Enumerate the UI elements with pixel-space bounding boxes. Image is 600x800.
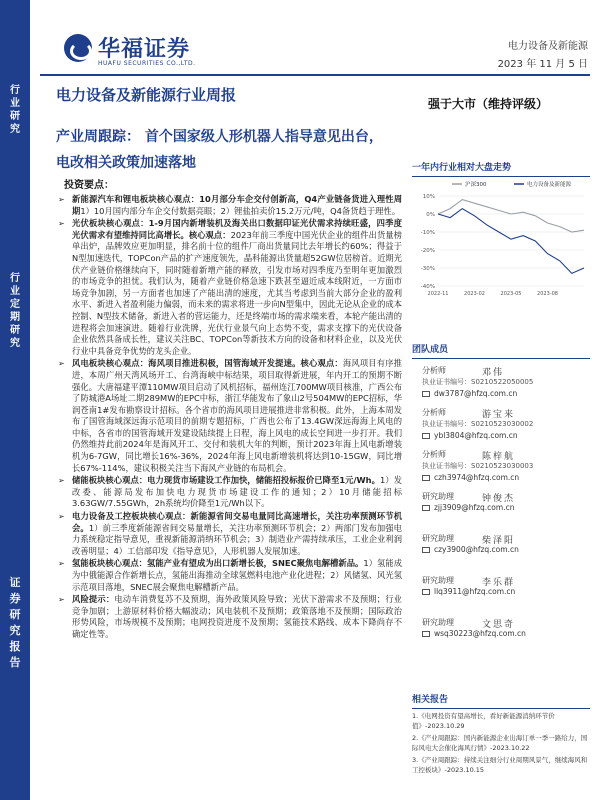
member-cert: 执业证书编号：S0210522050005 (422, 378, 534, 386)
rating: 强于大市（维持评级） (428, 97, 549, 111)
member-email[interactable] (422, 503, 514, 512)
member-email[interactable] (422, 389, 517, 398)
point-power-equipment (56, 511, 402, 557)
brand-logo (64, 30, 229, 74)
point-ev-battery (56, 194, 402, 217)
series-line-industry (438, 209, 584, 274)
x-tick-label: 2023-08 (537, 291, 558, 297)
mail-icon (422, 505, 430, 511)
member-cert: 执业证书编号：S0210523030002 (422, 420, 534, 428)
team-member (412, 533, 590, 575)
point-heading: 储能板块核心观点：电力现货市场建设工作加快，储能招投标报价已降至1元/Wh。 (72, 475, 381, 486)
member-name: 柴泽阳 (482, 536, 516, 546)
related-reports (412, 692, 590, 775)
team-member (412, 365, 590, 407)
related-report-item[interactable]: 3.《产业周跟踪：持续关注细分行业周期风景气，继续海风和工控板块》-2023.10.15 (412, 756, 588, 774)
x-tick-label: 2023-05 (500, 291, 522, 297)
related-title: 相关报告 (412, 692, 590, 709)
arrow-icon: ➢ (58, 595, 65, 605)
member-name: 李乐群 (482, 578, 516, 588)
team-member (412, 617, 590, 659)
y-tick-label: -10% (420, 230, 435, 236)
arrow-icon: ➢ (58, 359, 65, 369)
side-label-periodic-research: 行业定期研究 (10, 273, 20, 349)
y-tick-label: -20% (420, 248, 435, 254)
x-tick-label: 2023-02 (464, 291, 485, 297)
member-email-text: llq3911@hfzq.com.cn (434, 587, 516, 596)
point-heading: 风电板块核心观点：海风项目推进积极，国管海域开发提速。核心观点： (72, 358, 343, 369)
member-email[interactable] (422, 431, 518, 440)
chart-title: 一年内行业相对大盘走势 (412, 160, 590, 177)
arrow-icon: ➢ (58, 195, 65, 204)
y-tick-label: -40% (420, 284, 435, 290)
member-email-text: czy3900@hfzq.com.cn (434, 545, 519, 554)
related-report-item[interactable]: 1.《电网投资有望高增长，看好新能源消纳环节价值》-2023.10.29 (412, 712, 555, 730)
member-role: 分析师 (422, 366, 446, 375)
related-report-item[interactable]: 2.《产业周跟踪：国内新能源企业出海订单一季一路给力，国际风电大会催化海风行情》-2023.10.22 (412, 734, 588, 752)
point-heading: 风险提示： (72, 594, 115, 605)
point-text: 1）前三季度新能源省间交易量增长，关注功率预测环节机会；2）两部门发布加强电力系统稳定指导意见，重视新能源消纳环节机会；3）制造业产需持续承压，工业企业利润改善明显；4）工信部印发《指导意见》，人形机器人发展加速。 (72, 522, 402, 556)
member-role: 分析师 (422, 450, 446, 459)
y-tick-label: 10% (422, 194, 435, 200)
series-line-hs300 (438, 200, 584, 232)
risk-warning (56, 594, 402, 640)
legend-label: 沪深300 (465, 182, 487, 188)
point-heading: 电力设备及工控板块核心观点：新能源省间交易电量同比高速增长，关注功率预测环节机会。 (72, 511, 402, 533)
points-heading: 投资要点： (64, 180, 114, 191)
point-heading: 新能源汽车和锂电板块核心观点：10月部分车企交付创新高，Q4产业链备货进入理性周期 (72, 194, 402, 216)
point-heading: 光伏板块核心观点：1-9月国内新增装机及海关出口数据印证光伏需求持续旺盛，四季度光伏需求有望维持同比高增长。核心观点： (72, 218, 402, 240)
x-tick-label: 2022-11 (427, 291, 449, 297)
member-name: 钟俊杰 (482, 494, 516, 504)
member-email-text: ybl3804@hfzq.com.cn (434, 431, 518, 440)
member-email-text: wsq30223@hfzq.com.cn (434, 629, 526, 638)
header-date: 2023 年 11 月 5 日 (497, 59, 588, 70)
member-name: 文思奇 (482, 620, 516, 630)
member-email-text: dw3787@hfzq.com.cn (434, 389, 518, 398)
member-name: 游宝来 (482, 410, 516, 420)
member-role: 研究助理 (422, 618, 454, 627)
member-name: 邓伟 (482, 368, 505, 378)
headline: 产业周跟踪： 首个国家级人形机器人指导意见出台，电改相关政策加速落地 (56, 129, 383, 171)
point-pv (56, 218, 402, 357)
point-text: 电动车消费复苏不及预期，海外政策风险导致；光伏下游需求不及预期；行业竞争加剧；上游原材料价格大幅波动；风电装机不及预期；政策落地不及预期；国际政治形势风险，市场规模不及预期；电网投资进度不及预期；氢能技术路线、成本下降尚存不确定性等。 (72, 594, 402, 639)
team-member (412, 491, 590, 533)
member-email-text: czh3974@hfzq.com.cn (434, 473, 520, 482)
chart-svg (412, 178, 590, 304)
member-email[interactable] (422, 587, 515, 596)
legend-label: 电力设备及新能源 (527, 182, 572, 188)
member-cert: 执业证书编号：S0210523030003 (422, 462, 534, 470)
member-role: 研究助理 (422, 492, 454, 501)
point-text: 1）10月国内部分车企交付数据亮眼；2）锂盐拍卖价15.2万元/吨，Q4备货趋于理性。 (80, 205, 401, 216)
investment-points (56, 194, 402, 642)
member-role: 研究助理 (422, 576, 454, 585)
team-title: 团队成员 (412, 342, 590, 359)
team-member (412, 449, 590, 491)
member-email-text: zjj3909@hfzq.com.cn (434, 503, 515, 512)
report-title: 电力设备及新能源行业周报 (56, 86, 237, 104)
arrow-icon: ➢ (58, 559, 65, 569)
member-email[interactable] (422, 545, 519, 554)
team-member (412, 575, 590, 617)
mail-icon (422, 433, 430, 439)
mail-icon (422, 475, 430, 481)
team-list (412, 365, 590, 659)
point-text: 海风项目有序推进，本周广州天湾风场开工、台湾海峡中标结果，项目取得新进展，年内开工的预期不断强化。大唐福建平潭110MW项目启动了风机招标，福州连江700MW项目核准，广西公布了防城港A场址二期289MW的EPC中标，浙江华能发布了象山2号504MW的EPC招标，华润苍南1#发布勘察设计招标。各个省市的海风项目进展推进非常积极。此外，上海本周发布了国管海域深远海示范项目的前期专题招标，广西也公布了13.4GW深远海海上风电的中标，各省市的国管海域开发建设陆续提上日程，海上风电的成长空间进一步打开。我们仍然维持此前2024年是海风开工、交付和装机大年的判断，预计2023年海上风电新增装机为6-7GW，同比增长16%-36%，2024年海上风电新增装机将达到10-15GW，同比增长67%-114%，建议积极关注当下海风产业链的布局机会。 (72, 358, 402, 473)
member-email[interactable] (422, 473, 519, 482)
point-wind (56, 358, 402, 474)
brand-name-cn: 华福证券 (98, 36, 191, 62)
point-text: 2023年前三季度中国光伏企业的组件出货量榜单出炉，品牌效应更加明显，排名前十位的组件厂商出货量同比去年增长约60%；得益于N型加速迭代，TOPCon产品的扩产速度领先，晶科能源出货量超52GW位居榜首。近期光伏产业链价格继续向下，同时随着新增产能的释放，引发市场对四季度乃至明年更加激烈的市场竞争的担忧。我们认为，随着产业链价格急速下跌甚至逼近成本线附近，一方面市场竞争加剧，另一方面者也加速了产能出清的速度，尤其当考虑到当前大部分企业的盈利水平、新进入者盈利能力偏弱，而未来的需求将进一步向N型集中，因此无论从企业的成本控制、N型技术储备，新进入者的营运能力，还是终端市场的需求端来看，本轮产能出清的进程将会加速演进。随着行业洗牌，光伏行业景气向上态势不变，需求支撑下的光伏设备企业依然具备成长性，建议关注BC、TOPCon等新技术方向的设备和材料企业，以及光伏行业中具备竞争优势的龙头企业。 (72, 229, 402, 356)
header-divider (40, 74, 590, 76)
point-heading: 氢能板块核心观点：氢能产业有望成为出口新增长极，SNEC聚焦电解槽新品。 (72, 558, 364, 569)
arrow-icon: ➢ (58, 512, 65, 522)
relative-performance-chart (412, 160, 590, 310)
mail-icon (422, 589, 430, 595)
y-tick-label: 0% (426, 212, 435, 218)
mail-icon (422, 391, 430, 397)
arrow-icon: ➢ (58, 476, 65, 486)
y-tick-label: -30% (420, 266, 435, 272)
arrow-icon: ➢ (58, 219, 65, 229)
header-meta (498, 38, 588, 74)
team-member (412, 407, 590, 449)
side-label-securities-report: 证券研究报告 (9, 576, 21, 669)
member-name: 陈梓航 (482, 452, 516, 462)
brand-name-en: HUAFU SECURITIES CO.,LTD. (98, 60, 196, 67)
member-role: 分析师 (422, 408, 446, 417)
point-hydrogen (56, 558, 402, 593)
brand-logo-icon (64, 34, 92, 62)
point-text: 1）氢能成为中俄能源合作新增长点，氢能出海推动全球氢燃料电池产业化进程；2）风储氢、风光氢示范项目落地，SNEC展会聚焦电解槽新产品。 (72, 558, 403, 592)
mail-icon (422, 631, 430, 637)
member-email[interactable] (422, 629, 526, 638)
member-role: 研究助理 (422, 534, 454, 543)
point-text: 1）发改委、能源局发布加快电力现货市场建设工作的通知；2）10月储能招标3.63GW/7.55GWh，2h系统均价降至1元/Wh以下。 (72, 475, 403, 509)
team-section (412, 342, 590, 659)
side-label-industry-research: 行业研究 (10, 85, 20, 135)
header-category: 电力设备及新能源 (508, 41, 588, 52)
point-storage (56, 475, 402, 510)
mail-icon (422, 547, 430, 553)
